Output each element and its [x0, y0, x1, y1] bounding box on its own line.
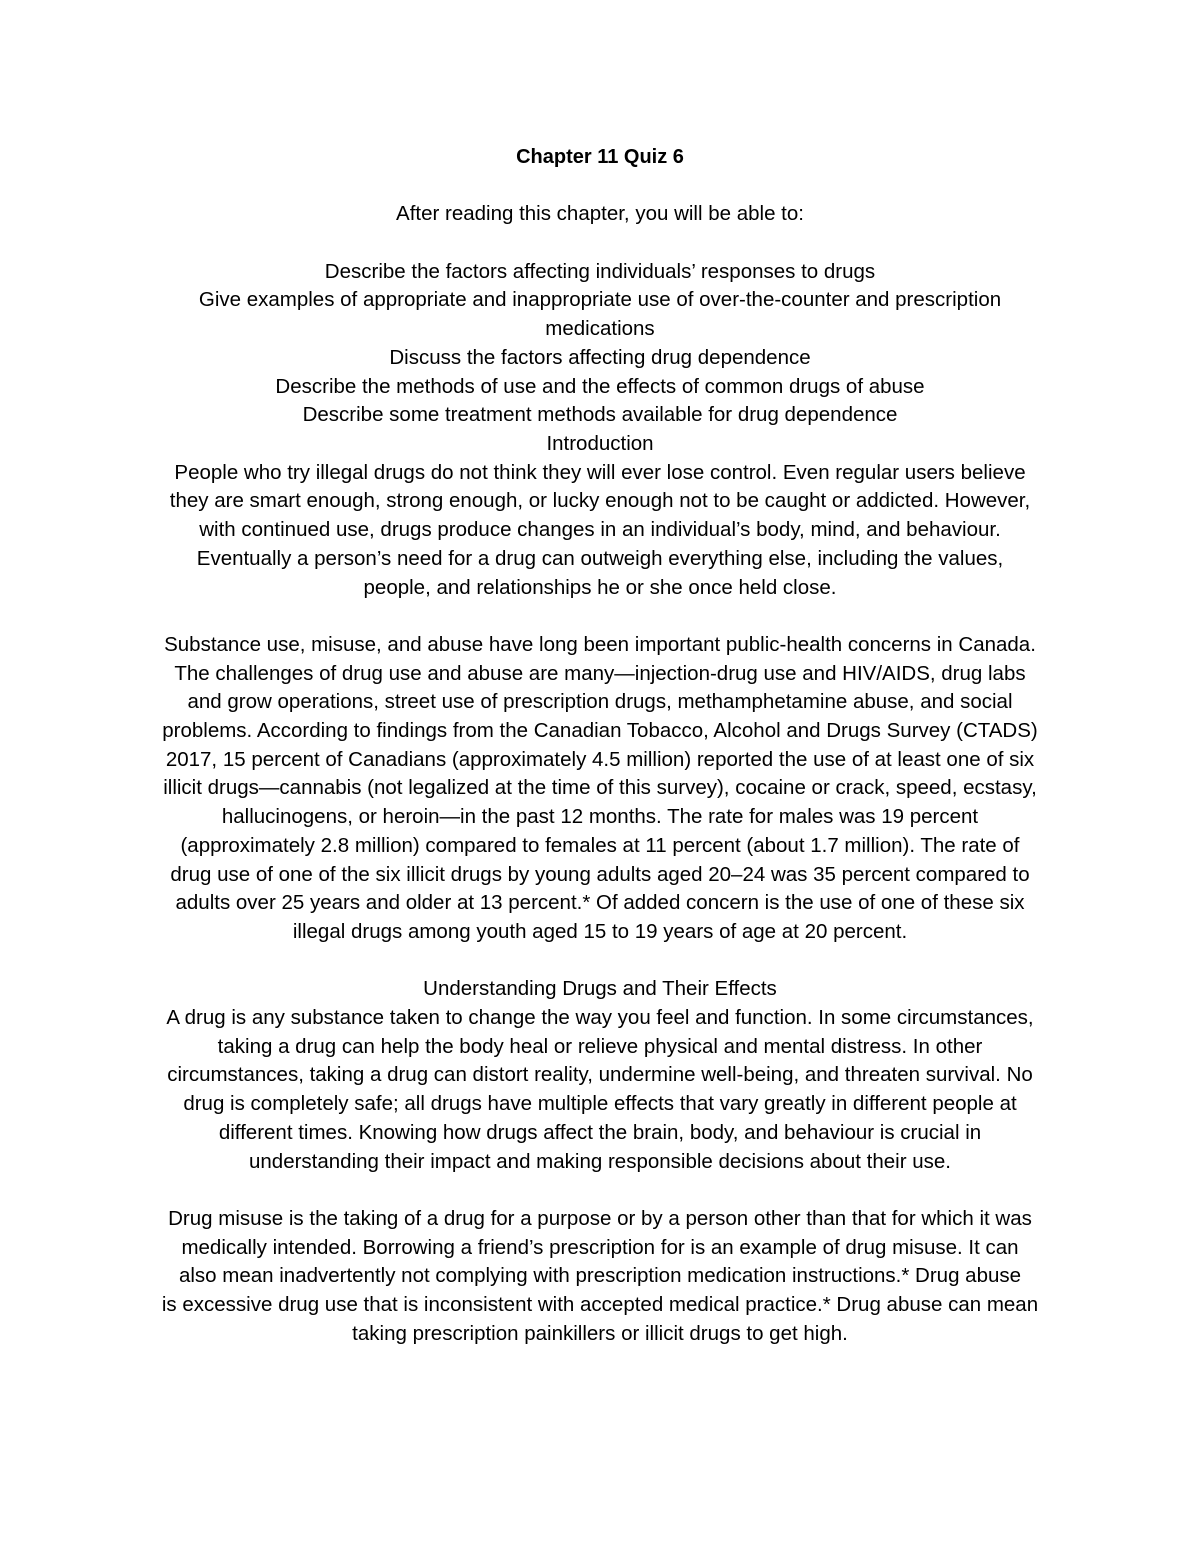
spacer [140, 229, 1060, 258]
understanding-paragraph-line: understanding their impact and making responsible decisions about their use. [249, 1149, 951, 1173]
document-title: Chapter 11 Quiz 6 [516, 146, 684, 168]
misuse-paragraph-line: also mean inadvertently not complying with prescription medication instructions.* Drug abuse [178, 1264, 1022, 1288]
objective-line: Describe the factors affecting individuals’ responses to drugs [324, 259, 876, 283]
misuse-paragraph-line: is excessive drug use that is inconsistent with accepted medical practice.* Drug abuse can mean [161, 1293, 1039, 1317]
understanding-paragraph-line: A drug is any substance taken to change the way you feel and function. In some circumstances, [166, 1006, 1034, 1030]
introduction-paragraph-line: People who try illegal drugs do not think they will ever lose control. Even regular users believe [174, 460, 1026, 484]
misuse-paragraph-line: Drug misuse is the taking of a drug for a purpose or by a person other than that for which it was [168, 1206, 1032, 1230]
substance-paragraph-line: 2017, 15 percent of Canadians (approximately 4.5 million) reported the use of at least one of six [165, 747, 1035, 771]
introduction-paragraph-line: with continued use, drugs produce changes in an individual’s body, mind, and behaviour. [199, 518, 1001, 542]
introduction-heading: Introduction [546, 432, 654, 455]
understanding-paragraph-line: circumstances, taking a drug can distort reality, undermine well-being, and threaten survival. No [167, 1063, 1033, 1087]
substance-paragraph-line: The challenges of drug use and abuse are many—injection-drug use and HIV/AIDS, drug labs [174, 661, 1026, 685]
substance-paragraph-line: illegal drugs among youth aged 15 to 19 years of age at 20 percent. [292, 919, 908, 943]
substance-paragraph-line: adults over 25 years and older at 13 percent.* Of added concern is the use of one of these six [175, 891, 1025, 915]
misuse-paragraph-line: medically intended. Borrowing a friend’s prescription for is an example of drug misuse. It can [181, 1235, 1019, 1259]
understanding-paragraph-line: drug is completely safe; all drugs have multiple effects that vary greatly in different people at [183, 1092, 1017, 1116]
objective-line: Describe the methods of use and the effects of common drugs of abuse [275, 374, 925, 398]
substance-paragraph-line: Substance use, misuse, and abuse have long been important public-health concerns in Canada. [164, 632, 1036, 656]
substance-paragraph-line: drug use of one of the six illicit drugs by young adults aged 20–24 was 35 percent compared to [170, 862, 1030, 886]
intro-line: After reading this chapter, you will be able to: [396, 202, 804, 226]
spacer [140, 602, 1060, 631]
objective-line: medications [545, 317, 655, 341]
understanding-heading: Understanding Drugs and Their Effects [423, 977, 777, 1001]
understanding-paragraph-line: taking a drug can help the body heal or relieve physical and mental distress. In other [217, 1034, 983, 1058]
spacer [140, 172, 1060, 201]
objective-line: Give examples of appropriate and inappropriate use of over-the-counter and prescription [198, 288, 1002, 312]
substance-paragraph-line: hallucinogens, or heroin—in the past 12 months. The rate for males was 19 percent [221, 805, 979, 829]
substance-paragraph-line: (approximately 2.8 million) compared to females at 11 percent (about 1.7 million). The rate of [180, 833, 1020, 857]
substance-paragraph-line: and grow operations, street use of prescription drugs, methamphetamine abuse, and social [187, 690, 1013, 714]
spacer [140, 947, 1060, 976]
document-page [140, 143, 1060, 1348]
misuse-paragraph-line: taking prescription painkillers or illicit drugs to get high. [352, 1321, 848, 1345]
objective-line: Discuss the factors affecting drug dependence [389, 345, 811, 369]
substance-paragraph-line: problems. According to findings from the Canadian Tobacco, Alcohol and Drugs Survey (CTADS) [162, 719, 1038, 743]
objective-line: Describe some treatment methods available for drug dependence [302, 403, 898, 427]
introduction-paragraph-line: Eventually a person’s need for a drug can outweigh everything else, including the values, [196, 546, 1004, 570]
introduction-paragraph-line: they are smart enough, strong enough, or lucky enough not to be caught or addicted. However, [169, 489, 1031, 513]
introduction-paragraph-line: people, and relationships he or she once held close. [363, 575, 837, 599]
substance-paragraph-line: illicit drugs—cannabis (not legalized at the time of this survey), cocaine or crack, speed, ecstasy, [163, 776, 1037, 800]
understanding-paragraph-line: different times. Knowing how drugs affect the brain, body, and behaviour is crucial in [218, 1120, 982, 1144]
spacer [140, 1176, 1060, 1205]
